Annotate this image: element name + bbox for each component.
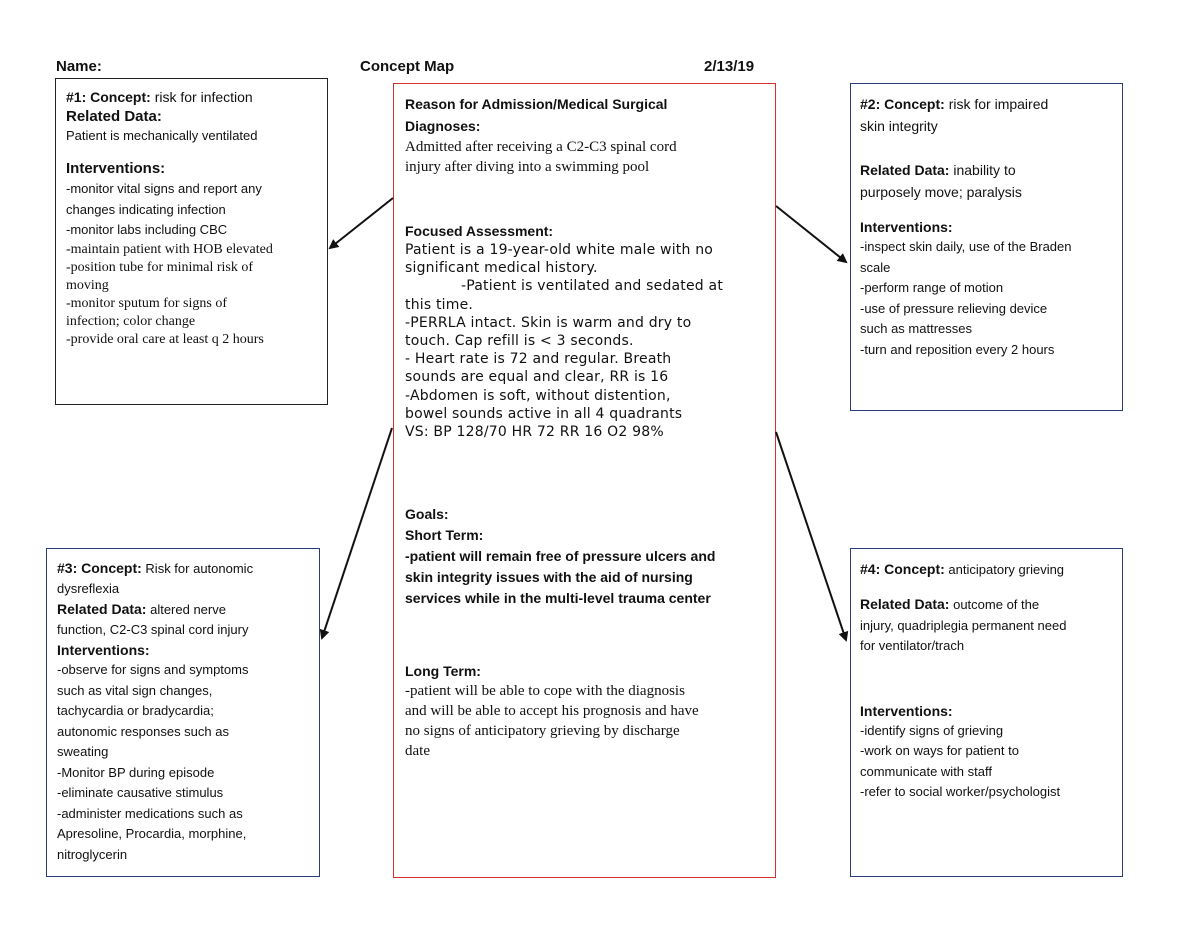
concept2-concept-2: skin integrity [860,118,938,134]
arrow-to-concept-1 [330,198,393,248]
concept2-intervention: -perform range of motion [860,280,1004,295]
short-term-text: skin integrity issues with the aid of nursing [405,569,693,586]
concept4-intervention: -identify signs of grieving [860,722,1004,738]
concept1-intervention: -monitor sputum for signs of [66,295,227,311]
concept2-related-label: Related Data: [860,162,950,178]
arrow-to-concept-3 [322,428,392,638]
reason-text: injury after diving into a swimming pool [405,159,650,175]
concept4-concept: anticipatory grieving [948,562,1065,577]
goals-label: Goals: [405,506,449,523]
assessment-text: Patient is a 19-year-old white male with no [405,242,714,258]
concept1-intervention: changes indicating infection [66,201,226,217]
concept4-intervention: -work on ways for patient to [860,743,1019,758]
concept2-intervention: such as mattresses [860,321,972,336]
assessment-text: sounds are equal and clear, RR is 16 [405,369,669,386]
concept3-intervention: -Monitor BP during episode [57,764,215,780]
concept3-related-label: Related Data: [57,601,147,617]
assessment-text: touch. Cap refill is < 3 seconds. [405,333,634,350]
concept1-heading: #1: Concept: [66,89,151,105]
reason-label-2: Diagnoses: [405,118,481,134]
concept3-intervention: sweating [57,744,109,759]
concept2-intervention: -turn and reposition every 2 hours [860,341,1055,357]
concept4-interventions-label: Interventions: [860,702,953,719]
arrow-to-concept-2 [776,206,846,262]
assessment-text: this time. [405,296,474,313]
long-term-text: no signs of anticipatory grieving by discharge [405,723,680,740]
arrow-to-concept-4 [776,432,846,640]
short-term-text: -patient will remain free of pressure ulcers and [405,548,716,565]
concept4-related-3: for ventilator/trach [860,638,965,653]
concept2-intervention: scale [860,259,891,275]
concept1-related-text: Patient is mechanically ventilated [66,128,258,143]
concept1-intervention: moving [66,277,109,293]
concept3-intervention: nitroglycerin [57,846,128,862]
concept3-intervention: -observe for signs and symptoms [57,662,249,677]
concept3-interventions-label: Interventions: [57,642,150,658]
concept3-related: altered nerve [150,602,226,617]
concept1-interventions-label: Interventions: [66,160,166,177]
short-term-text: services while in the multi-level trauma center [405,590,711,607]
assessment-text: -Patient is ventilated and sedated at [461,278,724,295]
concept1-concept: risk for infection [154,89,253,105]
concept1-intervention: -provide oral care at least q 2 hours [66,331,264,347]
concept2-concept: risk for impaired [948,96,1049,112]
assessment-label: Focused Assessment: [405,223,554,239]
concept3-intervention: such as vital sign changes, [57,682,213,698]
long-term-text: date [405,743,430,760]
concept4-intervention: communicate with staff [860,763,992,779]
reason-label: Reason for Admission/Medical Surgical [405,96,668,112]
concept2-intervention: -inspect skin daily, use of the Braden [860,239,1072,254]
assessment-text: significant medical history. [405,260,598,277]
concept2-heading: #2: Concept: [860,96,945,112]
assessment-text: bowel sounds active in all 4 quadrants [405,405,683,422]
concept3-related-2: function, C2-C3 spinal cord injury [57,622,249,637]
assessment-text: -Abdomen is soft, without distention, [405,387,671,404]
concept4-related-label: Related Data: [860,596,950,612]
assessment-text: -PERRLA intact. Skin is warm and dry to [405,314,692,331]
page-title: Concept Map [360,58,455,75]
assessment-text: - Heart rate is 72 and regular. Breath [405,351,672,368]
concept3-heading: #3: Concept: [57,560,142,576]
concept1-intervention: -position tube for minimal risk of [66,259,254,275]
concept3-intervention: -administer medications such as [57,805,243,821]
name-label: Name: [56,58,102,75]
concept1-intervention: -monitor vital signs and report any [66,181,262,196]
concept3-concept: Risk for autonomic [145,561,254,576]
long-term-text: -patient will be able to cope with the diagnosis [405,683,685,700]
long-term-text: and will be able to accept his prognosis and have [405,703,699,720]
concept4-heading: #4: Concept: [860,561,945,577]
concept4-related-2: injury, quadriplegia permanent need [860,617,1067,633]
concept4-intervention: -refer to social worker/psychologist [860,784,1061,799]
concept2-related: inability to [953,162,1016,178]
concept3-concept-2: dysreflexia [57,581,120,596]
long-term-label: Long Term: [405,663,481,680]
short-term-label: Short Term: [405,527,484,544]
concept1-related-label: Related Data: [66,108,162,125]
concept4-related: outcome of the [953,597,1040,612]
concept3-intervention: -eliminate causative stimulus [57,785,224,800]
concept2-related-2: purposely move; paralysis [860,184,1022,200]
concept3-intervention: Apresoline, Procardia, morphine, [57,826,247,841]
concept3-intervention: tachycardia or bradycardia; [57,703,214,718]
concept2-interventions-label: Interventions: [860,219,953,235]
concept1-intervention: -monitor labs including CBC [66,222,228,237]
concept1-intervention: infection; color change [66,313,196,329]
concept2-intervention: -use of pressure relieving device [860,300,1048,316]
date: 2/13/19 [704,58,755,75]
reason-text: Admitted after receiving a C2-C3 spinal cord [405,139,677,155]
concept1-intervention: -maintain patient with HOB elevated [66,241,273,257]
assessment-text: VS: BP 128/70 HR 72 RR 16 O2 98% [405,424,664,441]
concept3-intervention: autonomic responses such as [57,723,229,739]
